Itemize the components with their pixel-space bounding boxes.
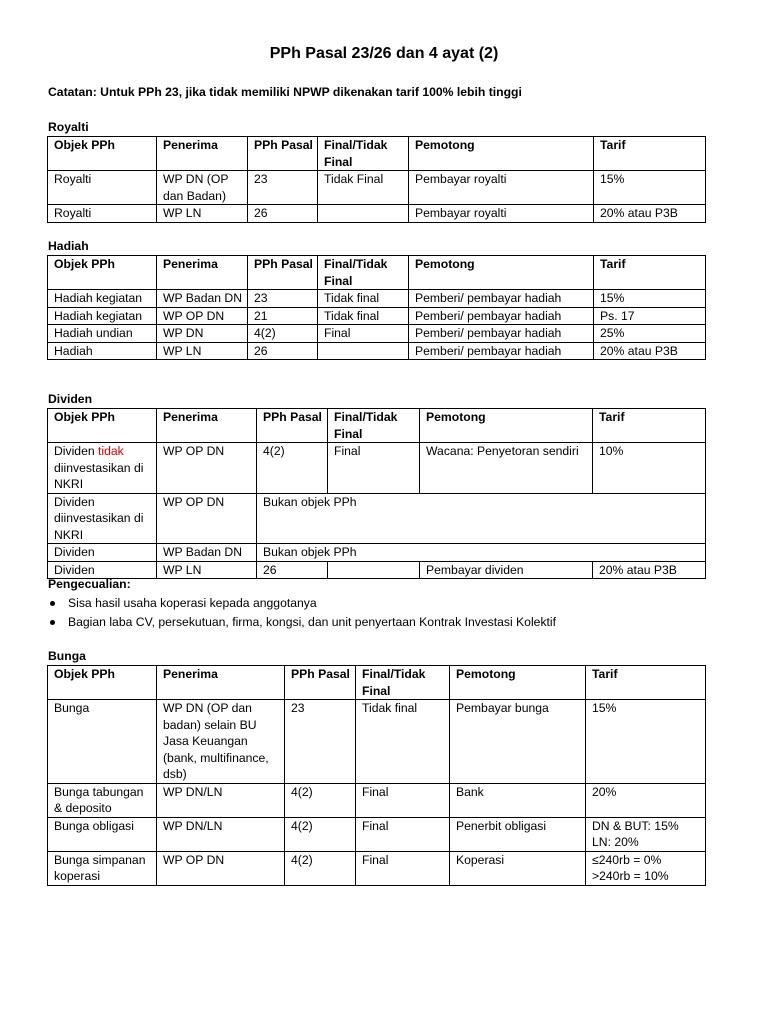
- cell-pasal: 26: [248, 342, 318, 360]
- header-objek: Objek PPh: [48, 137, 157, 171]
- cell-final: [318, 342, 409, 360]
- note-text: Catatan: Untuk PPh 23, jika tidak memiliki NPWP dikenakan tarif 100% lebih tinggi: [48, 85, 522, 99]
- header-pemotong: Pemotong: [409, 256, 594, 290]
- cell-tarif: 20% atau P3B: [593, 561, 706, 579]
- cell-penerima: WP LN: [157, 561, 257, 579]
- header-pasal: PPh Pasal: [257, 409, 328, 443]
- cell-final: Final: [356, 817, 450, 851]
- cell-pemotong: Pembayar royalti: [409, 171, 594, 205]
- tarif-line: DN & BUT: 15%: [592, 818, 679, 833]
- cell-tarif: [586, 817, 706, 851]
- list-item: [48, 613, 556, 632]
- cell-final: Final: [318, 325, 409, 343]
- cell-pemotong: Pemberi/ pembayar hadiah: [409, 325, 594, 343]
- table-row: [48, 325, 706, 343]
- header-final: Final/Tidak Final: [356, 666, 450, 700]
- cell-pasal: 23: [285, 700, 356, 784]
- cell-tarif: [586, 783, 706, 817]
- cell-pasal: 4(2): [257, 443, 328, 494]
- cell-penerima: WP Badan DN: [157, 290, 248, 308]
- bunga-table: [47, 665, 706, 886]
- objek-text: Dividen: [54, 444, 99, 458]
- cell-pemotong: Pemberi/ pembayar hadiah: [409, 307, 594, 325]
- header-objek: Objek PPh: [48, 409, 157, 443]
- cell-penerima: WP LN: [157, 205, 248, 223]
- header-pemotong: Pemotong: [409, 137, 594, 171]
- header-penerima: Penerima: [157, 256, 248, 290]
- cell-tarif: 20% atau P3B: [594, 205, 706, 223]
- header-penerima: Penerima: [157, 409, 257, 443]
- exceptions-list: [48, 594, 556, 632]
- hadiah-table: [47, 255, 706, 360]
- cell-penerima: WP OP DN: [157, 307, 248, 325]
- table-row: [48, 851, 706, 885]
- cell-pemotong: Bank: [450, 783, 586, 817]
- table-row: [48, 700, 706, 784]
- header-tarif: Tarif: [593, 409, 706, 443]
- cell-tarif: [586, 700, 706, 784]
- cell-tarif: 15%: [594, 171, 706, 205]
- tarif-line: LN: 20%: [592, 835, 639, 849]
- cell-pemotong: Pemberi/ pembayar hadiah: [409, 290, 594, 308]
- cell-objek: Hadiah kegiatan: [48, 307, 157, 325]
- cell-final: [328, 561, 420, 579]
- cell-pasal: 26: [257, 561, 328, 579]
- cell-final: Final: [356, 851, 450, 885]
- table-row: [48, 443, 706, 494]
- table-row: [48, 342, 706, 360]
- tarif-line: >240rb = 10%: [592, 869, 669, 883]
- tarif-line: 15%: [592, 701, 617, 715]
- objek-text: diinvestasikan di NKRI: [54, 460, 144, 491]
- header-pasal: PPh Pasal: [285, 666, 356, 700]
- objek-highlight: tidak: [98, 444, 124, 458]
- cell-penerima: WP LN: [157, 342, 248, 360]
- cell-penerima: WP DN (OP dan Badan): [157, 171, 248, 205]
- cell-merged: Bukan objek PPh: [257, 544, 706, 562]
- cell-pemotong: Koperasi: [450, 851, 586, 885]
- cell-objek: Dividen: [48, 561, 157, 579]
- cell-final: Tidak final: [356, 700, 450, 784]
- cell-pasal: 4(2): [285, 783, 356, 817]
- header-objek: Objek PPh: [48, 256, 157, 290]
- dividen-table: [47, 408, 706, 579]
- cell-final: [318, 205, 409, 223]
- table-header-row: [48, 256, 706, 290]
- cell-tarif: 20% atau P3B: [594, 342, 706, 360]
- header-pemotong: Pemotong: [450, 666, 586, 700]
- cell-merged: Bukan objek PPh: [257, 493, 706, 544]
- header-penerima: Penerima: [157, 137, 248, 171]
- table-header-row: [48, 409, 706, 443]
- cell-pemotong: Penerbit obligasi: [450, 817, 586, 851]
- section-title-bunga: Bunga: [48, 649, 86, 663]
- cell-final: Final: [356, 783, 450, 817]
- list-item: [48, 594, 556, 613]
- header-objek: Objek PPh: [48, 666, 157, 700]
- cell-pasal: 23: [248, 290, 318, 308]
- table-header-row: [48, 137, 706, 171]
- cell-pemotong: Pembayar bunga: [450, 700, 586, 784]
- header-pasal: PPh Pasal: [248, 137, 318, 171]
- table-row: [48, 561, 706, 579]
- cell-penerima: WP OP DN: [157, 443, 257, 494]
- table-header-row: [48, 666, 706, 700]
- cell-objek: Bunga simpanan koperasi: [48, 851, 157, 885]
- cell-objek: Bunga tabungan & deposito: [48, 783, 157, 817]
- cell-tarif: Ps. 17: [594, 307, 706, 325]
- page-title: PPh Pasal 23/26 dan 4 ayat (2): [269, 45, 499, 62]
- header-tarif: Tarif: [586, 666, 706, 700]
- cell-pasal: 23: [248, 171, 318, 205]
- section-title-hadiah: Hadiah: [48, 239, 89, 253]
- cell-pasal: 4(2): [285, 851, 356, 885]
- cell-objek: Hadiah undian: [48, 325, 157, 343]
- cell-objek: Royalti: [48, 205, 157, 223]
- bullet-icon: [50, 620, 55, 625]
- header-tarif: Tarif: [594, 256, 706, 290]
- cell-objek: Bunga obligasi: [48, 817, 157, 851]
- cell-objek: [48, 443, 157, 494]
- tarif-line: 20%: [592, 784, 617, 799]
- cell-pasal: 21: [248, 307, 318, 325]
- table-row: [48, 171, 706, 205]
- table-row: [48, 290, 706, 308]
- table-row: [48, 205, 706, 223]
- cell-penerima: WP OP DN: [157, 851, 285, 885]
- cell-pemotong: Wacana: Penyetoran sendiri: [420, 443, 593, 494]
- bullet-icon: [50, 601, 55, 606]
- header-final: Final/Tidak Final: [318, 137, 409, 171]
- header-tarif: Tarif: [594, 137, 706, 171]
- section-title-royalti: Royalti: [48, 120, 89, 134]
- tarif-line: ≤240rb = 0%: [592, 852, 662, 867]
- table-row: [48, 783, 706, 817]
- list-item-text: Sisa hasil usaha koperasi kepada anggotanya: [68, 596, 317, 610]
- table-row: [48, 493, 706, 544]
- cell-objek: Hadiah kegiatan: [48, 290, 157, 308]
- list-item-text: Bagian laba CV, persekutuan, firma, kongsi, dan unit penyertaan Kontrak Investasi Kolektif: [68, 615, 557, 629]
- cell-penerima: WP DN/LN: [157, 783, 285, 817]
- cell-pasal: 4(2): [248, 325, 318, 343]
- royalti-table: [47, 136, 706, 223]
- cell-tarif: 25%: [594, 325, 706, 343]
- cell-penerima: WP DN/LN: [157, 817, 285, 851]
- cell-final: Tidak final: [318, 307, 409, 325]
- cell-final: Tidak final: [318, 290, 409, 308]
- cell-pasal: 4(2): [285, 817, 356, 851]
- cell-penerima: WP OP DN: [157, 493, 257, 544]
- cell-pemotong: Pembayar royalti: [409, 205, 594, 223]
- table-row: [48, 544, 706, 562]
- cell-penerima: WP DN (OP dan badan) selain BU Jasa Keuangan (bank, multifinance, dsb): [157, 700, 285, 784]
- cell-pemotong: Pemberi/ pembayar hadiah: [409, 342, 594, 360]
- cell-objek: Royalti: [48, 171, 157, 205]
- cell-penerima: WP Badan DN: [157, 544, 257, 562]
- section-title-dividen: Dividen: [48, 392, 93, 406]
- cell-objek: Dividen diinvestasikan di NKRI: [48, 493, 157, 544]
- cell-final: Tidak Final: [318, 171, 409, 205]
- header-pemotong: Pemotong: [420, 409, 593, 443]
- cell-tarif: 15%: [594, 290, 706, 308]
- table-row: [48, 817, 706, 851]
- header-penerima: Penerima: [157, 666, 285, 700]
- cell-pasal: 26: [248, 205, 318, 223]
- cell-objek: Dividen: [48, 544, 157, 562]
- header-final: Final/Tidak Final: [328, 409, 420, 443]
- cell-pemotong: Pembayar dividen: [420, 561, 593, 579]
- table-row: [48, 307, 706, 325]
- cell-objek: Hadiah: [48, 342, 157, 360]
- cell-penerima: WP DN: [157, 325, 248, 343]
- header-pasal: PPh Pasal: [248, 256, 318, 290]
- cell-final: Final: [328, 443, 420, 494]
- header-final: Final/Tidak Final: [318, 256, 409, 290]
- cell-tarif: [586, 851, 706, 885]
- cell-tarif: 10%: [593, 443, 706, 494]
- cell-objek: Bunga: [48, 700, 157, 784]
- exceptions-title: Pengecualian:: [48, 577, 131, 591]
